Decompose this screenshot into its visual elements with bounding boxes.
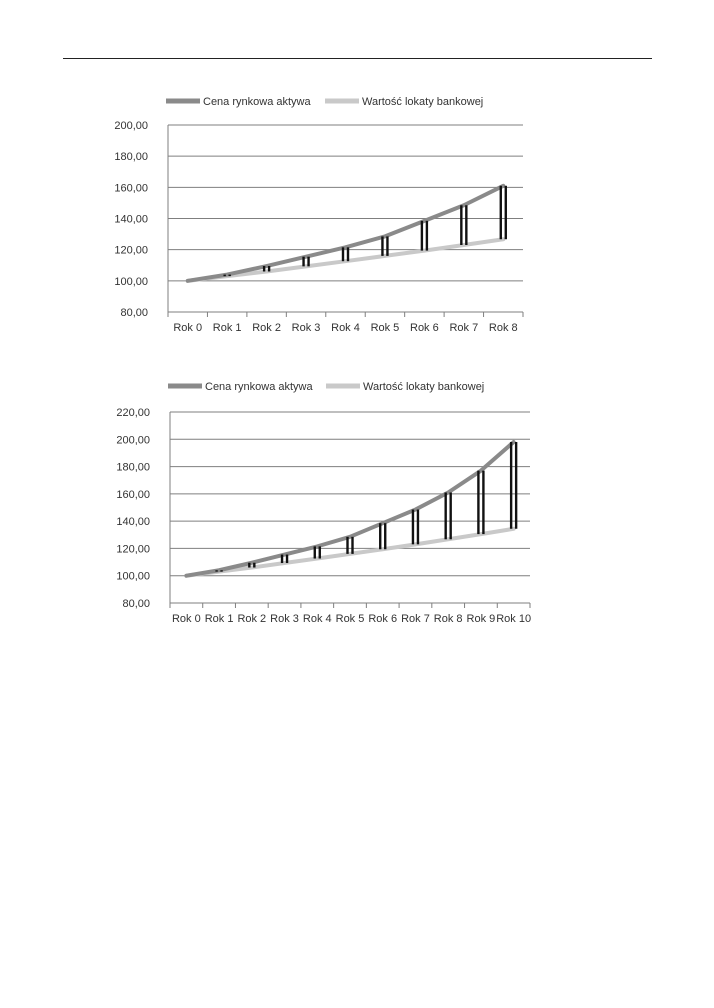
legend-label-2: Wartość lokaty bankowej	[362, 96, 484, 108]
x-tick-label: Rok 6	[410, 322, 439, 334]
x-tick-label: Rok 6	[368, 613, 398, 625]
x-tick-label: Rok 9	[466, 613, 496, 625]
x-tick-label: Rok 7	[401, 613, 430, 625]
x-tick-label: Rok 4	[302, 613, 332, 625]
legend-label-2: Wartość lokaty bankowej	[363, 381, 485, 393]
chart-2-legend	[168, 381, 484, 393]
y-tick-label: 180,00	[114, 151, 148, 164]
x-tick-label: Rok 2	[237, 613, 267, 625]
x-tick-label: Rok 5	[370, 322, 400, 334]
x-tick-label: Rok 0	[173, 322, 203, 334]
x-tick-label: Rok 7	[449, 322, 479, 334]
y-tick-label: 200,00	[114, 120, 148, 132]
x-tick-label: Rok 2	[252, 322, 281, 334]
y-tick-label: 100,00	[114, 275, 148, 288]
x-tick-label: Rok 3	[291, 322, 321, 334]
x-tick-label: Rok 1	[212, 322, 242, 334]
y-tick-label: 200,00	[116, 434, 150, 447]
x-tick-label: Rok 10	[496, 613, 532, 625]
x-tick-label: Rok 8	[433, 613, 463, 625]
y-tick-label: 140,00	[116, 516, 150, 529]
x-tick-label: Rok 4	[331, 322, 360, 334]
y-tick-label: 160,00	[116, 488, 150, 501]
x-tick-label: Rok 0	[171, 613, 201, 625]
x-tick-label: Rok 8	[488, 322, 518, 334]
x-tick-label: Rok 5	[335, 613, 365, 625]
y-tick-label: 220,00	[116, 407, 150, 419]
x-tick-label: Rok 3	[270, 613, 299, 625]
y-tick-label: 140,00	[114, 213, 148, 226]
y-tick-label: 80,00	[122, 598, 150, 610]
y-tick-label: 80,00	[120, 307, 148, 319]
y-tick-label: 160,00	[114, 182, 148, 195]
legend-label-1: Cena rynkowa aktywa	[203, 96, 311, 108]
y-tick-label: 100,00	[116, 570, 150, 583]
y-tick-label: 120,00	[114, 244, 148, 257]
x-tick-label: Rok 1	[204, 613, 234, 625]
y-tick-label: 120,00	[116, 543, 150, 556]
y-tick-label: 180,00	[116, 461, 150, 474]
legend-label-1: Cena rynkowa aktywa	[205, 381, 313, 393]
